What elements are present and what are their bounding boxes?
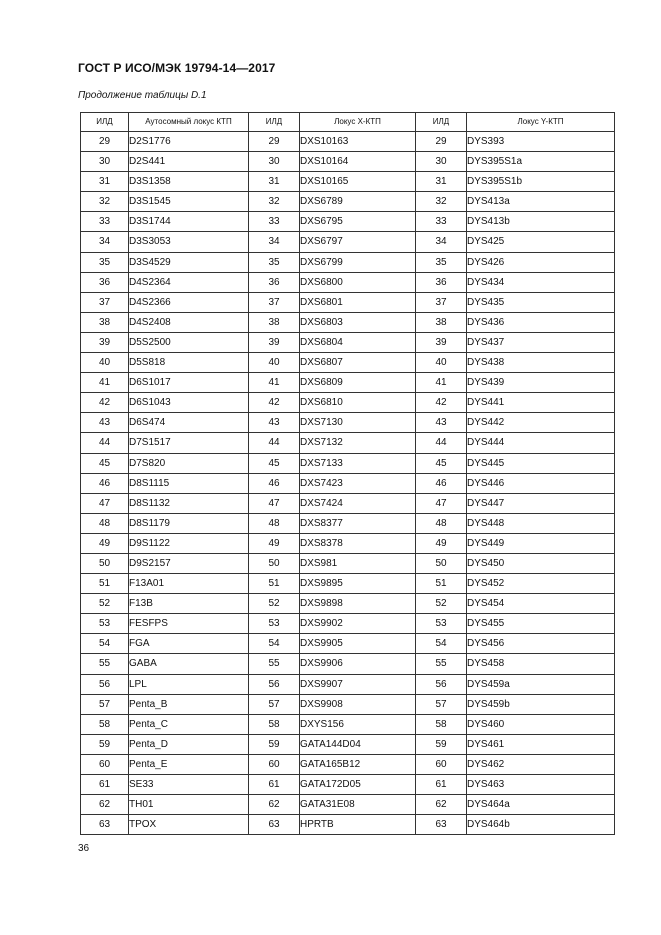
ild-autosomal-cell: 42 — [81, 393, 129, 413]
table-row — [81, 574, 615, 594]
document-title: ГОСТ Р ИСО/МЭК 19794-14—2017 — [78, 61, 276, 75]
ild-autosomal-cell: 55 — [81, 654, 129, 674]
autosomal-locus-cell: D7S1517 — [129, 433, 249, 453]
y-locus-cell: DYS425 — [467, 232, 615, 252]
ild-x-cell: 31 — [249, 172, 300, 192]
y-locus-cell: DYS395S1a — [467, 152, 615, 172]
ild-x-cell: 56 — [249, 674, 300, 694]
ild-autosomal-cell: 59 — [81, 734, 129, 754]
y-locus-cell: DYS455 — [467, 614, 615, 634]
x-locus-cell: DXS9905 — [300, 634, 416, 654]
y-locus-cell: DYS444 — [467, 433, 615, 453]
ild-y-cell: 30 — [416, 152, 467, 172]
ild-y-cell: 31 — [416, 172, 467, 192]
header-ild-x: ИЛД — [249, 113, 300, 132]
ild-x-cell: 41 — [249, 373, 300, 393]
ild-y-cell: 60 — [416, 754, 467, 774]
ild-autosomal-cell: 46 — [81, 473, 129, 493]
autosomal-locus-cell: Penta_E — [129, 754, 249, 774]
x-locus-cell: DXS9895 — [300, 574, 416, 594]
autosomal-locus-cell: D8S1179 — [129, 513, 249, 533]
table-row — [81, 312, 615, 332]
ild-autosomal-cell: 45 — [81, 453, 129, 473]
ild-x-cell: 47 — [249, 493, 300, 513]
ild-x-cell: 58 — [249, 714, 300, 734]
ild-x-cell: 32 — [249, 192, 300, 212]
table-row — [81, 192, 615, 212]
locus-table — [80, 112, 615, 835]
y-locus-cell: DYS461 — [467, 734, 615, 754]
table-row — [81, 614, 615, 634]
y-locus-cell: DYS462 — [467, 754, 615, 774]
table-row — [81, 815, 615, 835]
ild-x-cell: 40 — [249, 353, 300, 373]
y-locus-cell: DYS395S1b — [467, 172, 615, 192]
table-row — [81, 553, 615, 573]
y-locus-cell: DYS434 — [467, 272, 615, 292]
table-row — [81, 272, 615, 292]
ild-x-cell: 50 — [249, 553, 300, 573]
autosomal-locus-cell: D5S2500 — [129, 332, 249, 352]
x-locus-cell: DXS7130 — [300, 413, 416, 433]
y-locus-cell: DYS452 — [467, 574, 615, 594]
ild-x-cell: 61 — [249, 775, 300, 795]
y-locus-cell: DYS446 — [467, 473, 615, 493]
autosomal-locus-cell: D9S2157 — [129, 553, 249, 573]
ild-y-cell: 55 — [416, 654, 467, 674]
x-locus-cell: DXS10163 — [300, 132, 416, 152]
table-row — [81, 132, 615, 152]
autosomal-locus-cell: SE33 — [129, 775, 249, 795]
table-row — [81, 353, 615, 373]
ild-y-cell: 50 — [416, 553, 467, 573]
ild-autosomal-cell: 62 — [81, 795, 129, 815]
table-header-row — [81, 113, 615, 132]
ild-x-cell: 57 — [249, 694, 300, 714]
x-locus-cell: DXS7424 — [300, 493, 416, 513]
table-row — [81, 232, 615, 252]
y-locus-cell: DYS464a — [467, 795, 615, 815]
autosomal-locus-cell: D8S1115 — [129, 473, 249, 493]
table-row — [81, 252, 615, 272]
ild-x-cell: 46 — [249, 473, 300, 493]
autosomal-locus-cell: D3S1744 — [129, 212, 249, 232]
y-locus-cell: DYS413a — [467, 192, 615, 212]
autosomal-locus-cell: D3S1358 — [129, 172, 249, 192]
ild-y-cell: 54 — [416, 634, 467, 654]
ild-y-cell: 57 — [416, 694, 467, 714]
autosomal-locus-cell: D2S1776 — [129, 132, 249, 152]
header-x-locus: Локус X-КТП — [300, 113, 416, 132]
y-locus-cell: DYS459b — [467, 694, 615, 714]
y-locus-cell: DYS442 — [467, 413, 615, 433]
table-row — [81, 634, 615, 654]
ild-autosomal-cell: 30 — [81, 152, 129, 172]
ild-y-cell: 42 — [416, 393, 467, 413]
autosomal-locus-cell: Penta_D — [129, 734, 249, 754]
ild-y-cell: 61 — [416, 775, 467, 795]
table-row — [81, 654, 615, 674]
ild-y-cell: 48 — [416, 513, 467, 533]
ild-y-cell: 56 — [416, 674, 467, 694]
autosomal-locus-cell: D9S1122 — [129, 533, 249, 553]
x-locus-cell: DXS10164 — [300, 152, 416, 172]
x-locus-cell: DXS6801 — [300, 292, 416, 312]
table-row — [81, 493, 615, 513]
autosomal-locus-cell: D6S1017 — [129, 373, 249, 393]
ild-x-cell: 48 — [249, 513, 300, 533]
autosomal-locus-cell: D5S818 — [129, 353, 249, 373]
ild-x-cell: 49 — [249, 533, 300, 553]
ild-autosomal-cell: 63 — [81, 815, 129, 835]
autosomal-locus-cell: TPOX — [129, 815, 249, 835]
y-locus-cell: DYS438 — [467, 353, 615, 373]
table-row — [81, 714, 615, 734]
table-row — [81, 373, 615, 393]
x-locus-cell: DXS8377 — [300, 513, 416, 533]
ild-y-cell: 38 — [416, 312, 467, 332]
ild-y-cell: 63 — [416, 815, 467, 835]
ild-y-cell: 32 — [416, 192, 467, 212]
x-locus-cell: GATA31E08 — [300, 795, 416, 815]
x-locus-cell: GATA165B12 — [300, 754, 416, 774]
y-locus-cell: DYS464b — [467, 815, 615, 835]
x-locus-cell: DXS6809 — [300, 373, 416, 393]
ild-x-cell: 55 — [249, 654, 300, 674]
y-locus-cell: DYS413b — [467, 212, 615, 232]
table-row — [81, 734, 615, 754]
ild-autosomal-cell: 31 — [81, 172, 129, 192]
y-locus-cell: DYS448 — [467, 513, 615, 533]
ild-y-cell: 29 — [416, 132, 467, 152]
x-locus-cell: DXS6800 — [300, 272, 416, 292]
ild-y-cell: 62 — [416, 795, 467, 815]
table-continuation-label: Продолжение таблицы D.1 — [78, 90, 207, 101]
ild-autosomal-cell: 33 — [81, 212, 129, 232]
table-row — [81, 453, 615, 473]
autosomal-locus-cell: Penta_C — [129, 714, 249, 734]
table-row — [81, 775, 615, 795]
ild-autosomal-cell: 51 — [81, 574, 129, 594]
ild-autosomal-cell: 36 — [81, 272, 129, 292]
x-locus-cell: DXS6810 — [300, 393, 416, 413]
x-locus-cell: HPRTB — [300, 815, 416, 835]
x-locus-cell: DXS9906 — [300, 654, 416, 674]
ild-y-cell: 33 — [416, 212, 467, 232]
autosomal-locus-cell: D6S1043 — [129, 393, 249, 413]
ild-y-cell: 41 — [416, 373, 467, 393]
ild-y-cell: 52 — [416, 594, 467, 614]
table-row — [81, 332, 615, 352]
autosomal-locus-cell: FGA — [129, 634, 249, 654]
table-row — [81, 594, 615, 614]
ild-autosomal-cell: 38 — [81, 312, 129, 332]
x-locus-cell: DXS7423 — [300, 473, 416, 493]
ild-x-cell: 52 — [249, 594, 300, 614]
autosomal-locus-cell: LPL — [129, 674, 249, 694]
ild-y-cell: 39 — [416, 332, 467, 352]
autosomal-locus-cell: D3S1545 — [129, 192, 249, 212]
x-locus-cell: DXS9908 — [300, 694, 416, 714]
table-row — [81, 754, 615, 774]
ild-x-cell: 30 — [249, 152, 300, 172]
x-locus-cell: DXS981 — [300, 553, 416, 573]
autosomal-locus-cell: D3S3053 — [129, 232, 249, 252]
x-locus-cell: DXS7132 — [300, 433, 416, 453]
ild-autosomal-cell: 43 — [81, 413, 129, 433]
table-row — [81, 674, 615, 694]
x-locus-cell: DXS9907 — [300, 674, 416, 694]
ild-y-cell: 46 — [416, 473, 467, 493]
autosomal-locus-cell: D7S820 — [129, 453, 249, 473]
autosomal-locus-cell: TH01 — [129, 795, 249, 815]
ild-y-cell: 35 — [416, 252, 467, 272]
ild-autosomal-cell: 44 — [81, 433, 129, 453]
table-row — [81, 795, 615, 815]
autosomal-locus-cell: D2S441 — [129, 152, 249, 172]
x-locus-cell: DXS9898 — [300, 594, 416, 614]
autosomal-locus-cell: D4S2366 — [129, 292, 249, 312]
ild-autosomal-cell: 37 — [81, 292, 129, 312]
table-row — [81, 172, 615, 192]
ild-autosomal-cell: 61 — [81, 775, 129, 795]
y-locus-cell: DYS456 — [467, 634, 615, 654]
ild-x-cell: 42 — [249, 393, 300, 413]
autosomal-locus-cell: D4S2408 — [129, 312, 249, 332]
autosomal-locus-cell: D6S474 — [129, 413, 249, 433]
table-row — [81, 413, 615, 433]
ild-x-cell: 38 — [249, 312, 300, 332]
ild-x-cell: 59 — [249, 734, 300, 754]
autosomal-locus-cell: D4S2364 — [129, 272, 249, 292]
y-locus-cell: DYS439 — [467, 373, 615, 393]
ild-autosomal-cell: 35 — [81, 252, 129, 272]
x-locus-cell: DXS9902 — [300, 614, 416, 634]
header-ild-y: ИЛД — [416, 113, 467, 132]
ild-x-cell: 34 — [249, 232, 300, 252]
y-locus-cell: DYS426 — [467, 252, 615, 272]
ild-autosomal-cell: 54 — [81, 634, 129, 654]
ild-autosomal-cell: 58 — [81, 714, 129, 734]
y-locus-cell: DYS445 — [467, 453, 615, 473]
ild-autosomal-cell: 50 — [81, 553, 129, 573]
ild-y-cell: 58 — [416, 714, 467, 734]
y-locus-cell: DYS437 — [467, 332, 615, 352]
y-locus-cell: DYS450 — [467, 553, 615, 573]
ild-y-cell: 59 — [416, 734, 467, 754]
table-row — [81, 433, 615, 453]
table-row — [81, 393, 615, 413]
ild-y-cell: 36 — [416, 272, 467, 292]
ild-x-cell: 44 — [249, 433, 300, 453]
header-autosomal-locus: Аутосомный локус КТП — [129, 113, 249, 132]
autosomal-locus-cell: FESFPS — [129, 614, 249, 634]
table-row — [81, 292, 615, 312]
ild-y-cell: 53 — [416, 614, 467, 634]
y-locus-cell: DYS458 — [467, 654, 615, 674]
x-locus-cell: DXS8378 — [300, 533, 416, 553]
ild-y-cell: 45 — [416, 453, 467, 473]
y-locus-cell: DYS463 — [467, 775, 615, 795]
x-locus-cell: DXS10165 — [300, 172, 416, 192]
header-y-locus: Локус Y-КТП — [467, 113, 615, 132]
table-row — [81, 473, 615, 493]
ild-y-cell: 37 — [416, 292, 467, 312]
autosomal-locus-cell: D8S1132 — [129, 493, 249, 513]
autosomal-locus-cell: F13B — [129, 594, 249, 614]
y-locus-cell: DYS393 — [467, 132, 615, 152]
ild-y-cell: 51 — [416, 574, 467, 594]
x-locus-cell: DXS6799 — [300, 252, 416, 272]
autosomal-locus-cell: Penta_B — [129, 694, 249, 714]
autosomal-locus-cell: D3S4529 — [129, 252, 249, 272]
x-locus-cell: GATA172D05 — [300, 775, 416, 795]
ild-autosomal-cell: 32 — [81, 192, 129, 212]
ild-autosomal-cell: 52 — [81, 594, 129, 614]
ild-x-cell: 43 — [249, 413, 300, 433]
ild-y-cell: 49 — [416, 533, 467, 553]
y-locus-cell: DYS459a — [467, 674, 615, 694]
ild-x-cell: 35 — [249, 252, 300, 272]
ild-x-cell: 51 — [249, 574, 300, 594]
x-locus-cell: DXYS156 — [300, 714, 416, 734]
table-row — [81, 533, 615, 553]
ild-x-cell: 45 — [249, 453, 300, 473]
ild-x-cell: 63 — [249, 815, 300, 835]
y-locus-cell: DYS436 — [467, 312, 615, 332]
ild-autosomal-cell: 60 — [81, 754, 129, 774]
ild-x-cell: 39 — [249, 332, 300, 352]
y-locus-cell: DYS460 — [467, 714, 615, 734]
table-row — [81, 212, 615, 232]
x-locus-cell: GATA144D04 — [300, 734, 416, 754]
header-ild-autosomal: ИЛД — [81, 113, 129, 132]
autosomal-locus-cell: GABA — [129, 654, 249, 674]
ild-y-cell: 34 — [416, 232, 467, 252]
ild-x-cell: 29 — [249, 132, 300, 152]
ild-autosomal-cell: 39 — [81, 332, 129, 352]
ild-x-cell: 37 — [249, 292, 300, 312]
ild-x-cell: 62 — [249, 795, 300, 815]
y-locus-cell: DYS454 — [467, 594, 615, 614]
ild-y-cell: 44 — [416, 433, 467, 453]
ild-x-cell: 54 — [249, 634, 300, 654]
ild-autosomal-cell: 47 — [81, 493, 129, 513]
y-locus-cell: DYS435 — [467, 292, 615, 312]
ild-autosomal-cell: 49 — [81, 533, 129, 553]
x-locus-cell: DXS6807 — [300, 353, 416, 373]
ild-x-cell: 36 — [249, 272, 300, 292]
ild-x-cell: 60 — [249, 754, 300, 774]
autosomal-locus-cell: F13A01 — [129, 574, 249, 594]
table-row — [81, 513, 615, 533]
ild-y-cell: 40 — [416, 353, 467, 373]
ild-y-cell: 43 — [416, 413, 467, 433]
ild-autosomal-cell: 34 — [81, 232, 129, 252]
ild-autosomal-cell: 53 — [81, 614, 129, 634]
y-locus-cell: DYS449 — [467, 533, 615, 553]
x-locus-cell: DXS6797 — [300, 232, 416, 252]
y-locus-cell: DYS441 — [467, 393, 615, 413]
table-row — [81, 152, 615, 172]
y-locus-cell: DYS447 — [467, 493, 615, 513]
ild-y-cell: 47 — [416, 493, 467, 513]
x-locus-cell: DXS6804 — [300, 332, 416, 352]
x-locus-cell: DXS6803 — [300, 312, 416, 332]
ild-autosomal-cell: 56 — [81, 674, 129, 694]
page-number: 36 — [78, 843, 90, 854]
ild-x-cell: 33 — [249, 212, 300, 232]
ild-autosomal-cell: 48 — [81, 513, 129, 533]
table-row — [81, 694, 615, 714]
ild-autosomal-cell: 57 — [81, 694, 129, 714]
ild-autosomal-cell: 29 — [81, 132, 129, 152]
x-locus-cell: DXS6795 — [300, 212, 416, 232]
ild-autosomal-cell: 41 — [81, 373, 129, 393]
x-locus-cell: DXS6789 — [300, 192, 416, 212]
table-body — [81, 132, 615, 835]
ild-x-cell: 53 — [249, 614, 300, 634]
x-locus-cell: DXS7133 — [300, 453, 416, 473]
ild-autosomal-cell: 40 — [81, 353, 129, 373]
